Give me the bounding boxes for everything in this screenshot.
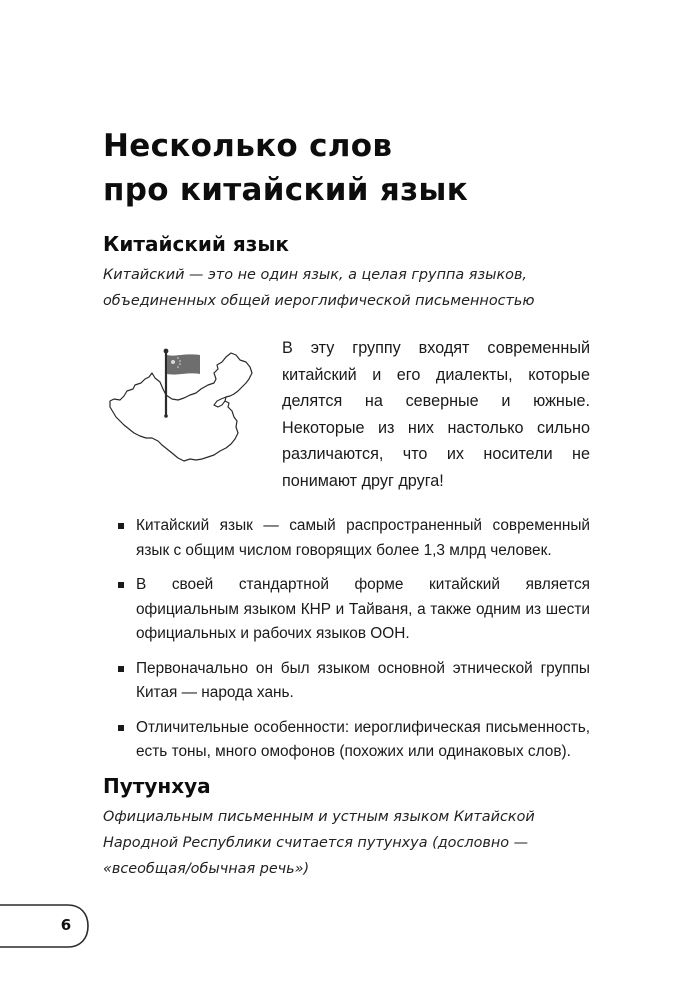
china-map-with-flag-icon bbox=[100, 345, 270, 470]
page-number-tab-icon bbox=[0, 903, 90, 949]
section-lead-putonghua: Официальным письменным и устным языком Китайской Народной Республики считается путунхуа (дословно — «всеобщая/обычная речь») bbox=[103, 809, 535, 877]
list-item bbox=[118, 573, 590, 647]
section-heading-putonghua: Путунхуа bbox=[103, 774, 211, 798]
list-item-text: В своей стандартной форме китайский является официальным языком КНР и Тайваня, а также одним из шести официальных и рабочих языков ООН. bbox=[136, 576, 590, 642]
list-item-text: Китайский язык — самый распространенный современный язык с общим числом говорящих более 1,3 млрд человек. bbox=[136, 517, 590, 559]
chapter-title bbox=[103, 124, 563, 212]
list-item-text: Отличительные особенности: иероглифическая письменность, есть тоны, много омофонов (похожих или одинаковых слов). bbox=[136, 718, 590, 760]
list-item bbox=[118, 657, 590, 706]
lead-line-1: Китайский — это не один язык, а целая группа языков, bbox=[103, 267, 528, 283]
square-bullet-icon bbox=[118, 725, 124, 731]
square-bullet-icon bbox=[118, 523, 124, 529]
page-number: 6 bbox=[60, 916, 72, 934]
section-heading-chinese-language: Китайский язык bbox=[103, 232, 290, 256]
square-bullet-icon bbox=[118, 666, 124, 672]
list-item bbox=[118, 514, 590, 563]
list-item-text: Первоначально он был языком основной этнической группы Китая — народа хань. bbox=[136, 659, 590, 701]
chapter-title-line-2: про китайский язык bbox=[103, 172, 469, 208]
lead-line-2: объединенных общей иероглифической письменностью bbox=[103, 293, 535, 309]
section-lead-chinese-language bbox=[103, 262, 593, 314]
square-bullet-icon bbox=[118, 582, 124, 588]
china-flag bbox=[167, 354, 200, 374]
dialects-paragraph: В эту группу входят современный китайский и его диалекты, которые делятся на северные и южные. Некоторые из них настолько сильно различаются, что их носители не понимают друг друга! bbox=[282, 339, 590, 490]
list-item bbox=[118, 716, 590, 765]
facts-list bbox=[118, 514, 590, 775]
chapter-title-line-1: Несколько слов bbox=[103, 128, 393, 164]
